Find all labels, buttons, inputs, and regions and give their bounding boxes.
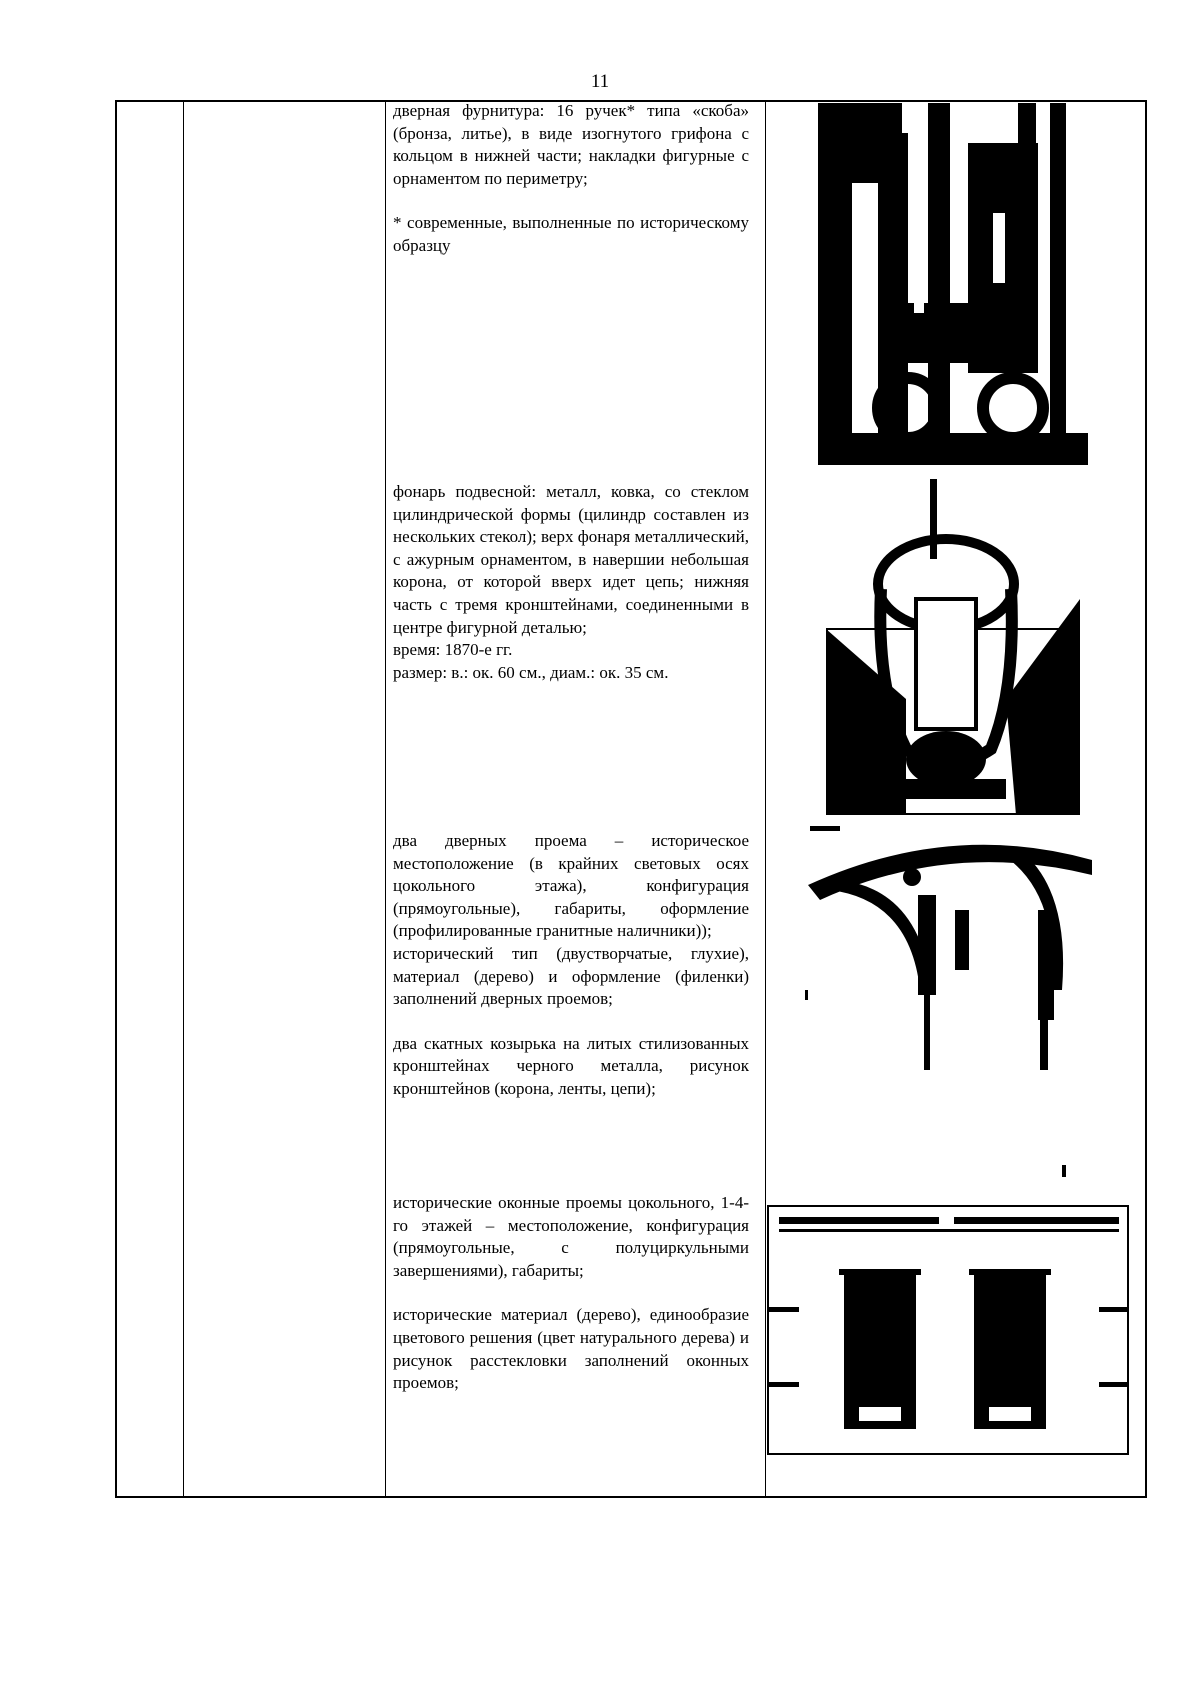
column-divider (385, 102, 386, 1496)
hanging-lantern-photo (826, 479, 1080, 815)
entry-door-openings (393, 830, 749, 1101)
facade-windows-photo (767, 1205, 1129, 1455)
entry-door-hardware (393, 100, 749, 258)
entry-paragraph: два скатных козырька на литых стилизованных кронштейнах черного металла, рисунок кронштейнов (корона, ленты, цепи); (393, 1033, 749, 1098)
door-handles-photo (818, 103, 1090, 465)
page-number: 11 (590, 71, 610, 92)
canopy-brackets-photo (800, 820, 1100, 1180)
column-divider (765, 102, 766, 1496)
entry-paragraph: два дверных проема – историческое местоположение (в крайних световых осях цокольного этажа), конфигурация (прямоугольные), габариты, оформление (профилированные гранитные наличники)); (393, 831, 749, 941)
entry-paragraph: исторические оконные проемы цокольного, 1-4-го этажей – местоположение, конфигурация (прямоугольные, с полуциркульными завершениями), габариты; (393, 1193, 749, 1280)
entry-size: размер: в.: ок. 60 см., диам.: ок. 35 см. (393, 662, 669, 682)
entry-date: время: 1870-е гг. (393, 640, 513, 660)
entry-paragraph: фонарь подвесной: металл, ковка, со стеклом цилиндрической формы (цилиндр составлен из нескольких стекол); верх фонаря металлический, с ажурным орнаментом, в навершии небольшая корона, от которой вверх идет цепь; нижняя часть с тремя кронштейнами, соединенными в центре фигурной деталью; (393, 482, 749, 637)
entry-footnote: * современные, выполненные по историческому образцу (393, 213, 749, 255)
entry-paragraph: исторический тип (двустворчатые, глухие), материал (дерево) и оформление (филенки) заполнений дверных проемов; (393, 943, 749, 1009)
entry-paragraph: дверная фурнитура: 16 ручек* типа «скоба» (бронза, литье), в виде изогнутого грифона с кольцом в нижней части; накладки фигурные с орнаментом по периметру; (393, 101, 749, 188)
entry-paragraph: исторические материал (дерево), единообразие цветового решения (цвет натурального дерева) и рисунок расстекловки заполнений оконных проемов; (393, 1305, 749, 1393)
entry-window-openings (393, 1192, 749, 1395)
entry-hanging-lantern (393, 481, 749, 684)
column-divider (183, 102, 184, 1496)
